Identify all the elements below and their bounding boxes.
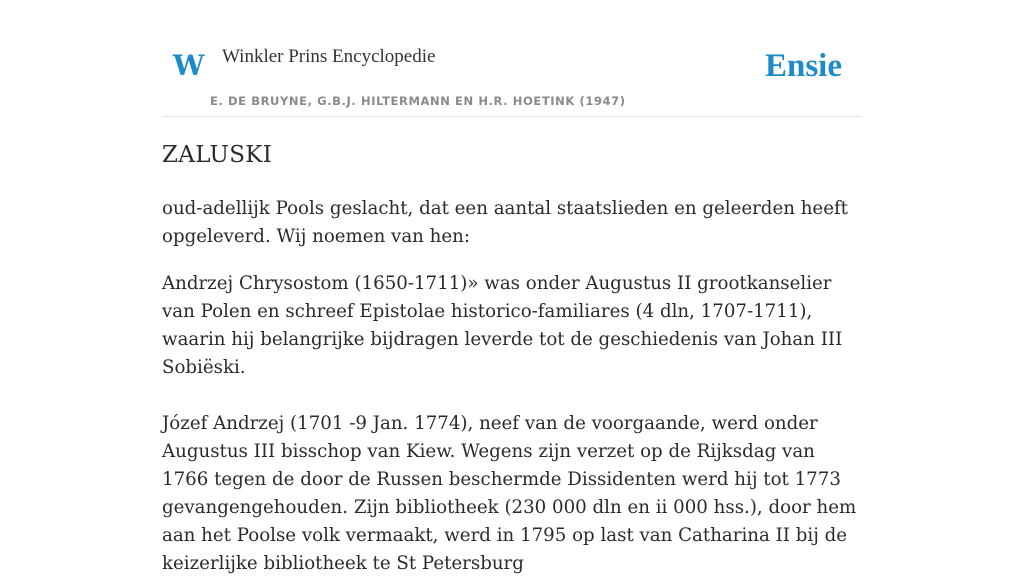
entry-paragraph-intro: oud-adellijk Pools geslacht, dat een aantal staatslieden en geleerden heeft opgeleverd. Wij noemen van hen: bbox=[162, 198, 848, 247]
entry-paragraph-jozef: Józef Andrzej (1701 -9 Jan. 1774), neef van de voorgaande, werd onder Augustus III bisschop van Kiew. Wegens zijn verzet op de Rijksdag van 1766 tegen de door de Russen beschermde Dissidenten werd hij tot 1773 gevangengehouden. Zijn bibliotheek (230 000 dln en ii 000 hss.), door hem aan het Poolse volk vermaakt, werd in 1795 op last van Catharina II bij de keizerlijke bibliotheek te St Petersburg bbox=[162, 413, 857, 574]
page-content bbox=[162, 0, 862, 578]
publication-title[interactable]: Winkler Prins Encyclopedie bbox=[222, 46, 436, 67]
encyclopedia-logo[interactable]: W bbox=[173, 49, 205, 82]
brand-logo[interactable]: Ensie bbox=[764, 48, 842, 84]
site-header bbox=[162, 0, 862, 117]
publication-authors: E. DE BRUYNE, G.B.J. HILTERMANN EN H.R. HOETINK (1947) bbox=[210, 94, 626, 108]
entry-paragraph-andrzej: Andrzej Chrysostom (1650-1711)» was onder Augustus II grootkanselier van Polen en schreef Epistolae historico-familiares (4 dln, 1707-1711), waarin hij belangrijke bijdragen leverde tot de geschiedenis van Johan III Sobiëski. bbox=[162, 273, 843, 378]
entry-title: ZALUSKI bbox=[162, 142, 273, 168]
